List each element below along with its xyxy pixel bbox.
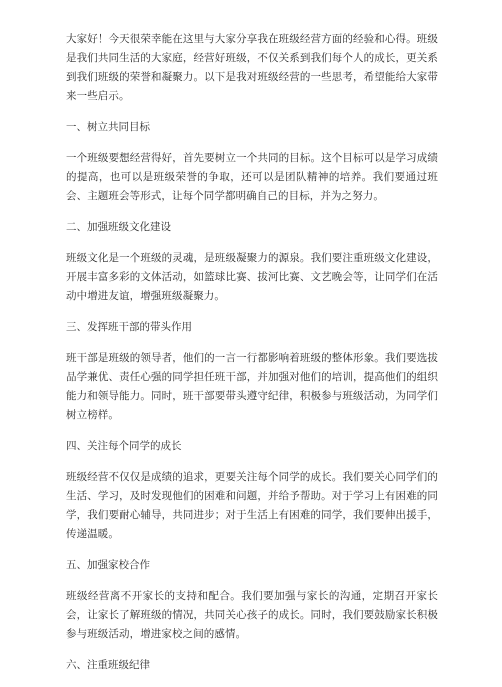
section-body-2: 班级文化是一个班级的灵魂，是班级凝聚力的源泉。我们要注重班级文化建设，开展丰富多彩的文体活动，如篮球比赛、拔河比赛、文艺晚会等，让同学们在活动中增进友谊，增强班级凝聚力。 xyxy=(66,252,438,302)
intro-paragraph: 大家好！今天很荣幸能在这里与大家分享我在班级经营方面的经验和心得。班级是我们共同生活的大家庭，经营好班级，不仅关系到我们每个人的成长，更关系到我们班级的荣誉和凝聚力。以下是我对班级经营的一些思考，希望能给大家带来一些启示。 xyxy=(66,33,438,102)
section-heading-4: 四、关注每个同学的成长 xyxy=(66,440,182,452)
document-page xyxy=(66,30,438,687)
section-heading-5: 五、加强家校合作 xyxy=(66,559,150,571)
section-body-4: 班级经营不仅仅是成绩的追求，更要关注每个同学的成长。我们要关心同学们的生活、学习，及时发现他们的困难和问题，并给予帮助。对于学习上有困难的同学，我们要耐心辅导，共同进步；对于生活上有困难的同学，我们要伸出援手，传递温暖。 xyxy=(66,471,438,540)
section-body-1: 一个班级要想经营得好，首先要树立一个共同的目标。这个目标可以是学习成绩的提高，也可以是班级荣誉的争取，还可以是团队精神的培养。我们要通过班会、主题班会等形式，让每个同学都明确自己的目标，并为之努力。 xyxy=(66,152,438,202)
section-heading-3: 三、发挥班干部的带头作用 xyxy=(66,321,192,333)
section-heading-2: 二、加强班级文化建设 xyxy=(66,221,171,233)
section-heading-6: 六、注重班级纪律 xyxy=(66,659,150,671)
section-heading-1: 一、树立共同目标 xyxy=(66,121,150,133)
section-body-5: 班级经营离不开家长的支持和配合。我们要加强与家长的沟通，定期召开家长会，让家长了解班级的情况，共同关心孩子的成长。同时，我们要鼓励家长积极参与班级活动，增进家校之间的感情。 xyxy=(66,590,438,640)
section-body-3: 班干部是班级的领导者，他们的一言一行都影响着班级的整体形象。我们要选拔品学兼优、责任心强的同学担任班干部，并加强对他们的培训，提高他们的组织能力和领导能力。同时，班干部要带头遵守纪律，积极参与班级活动，为同学们树立榜样。 xyxy=(66,352,438,421)
